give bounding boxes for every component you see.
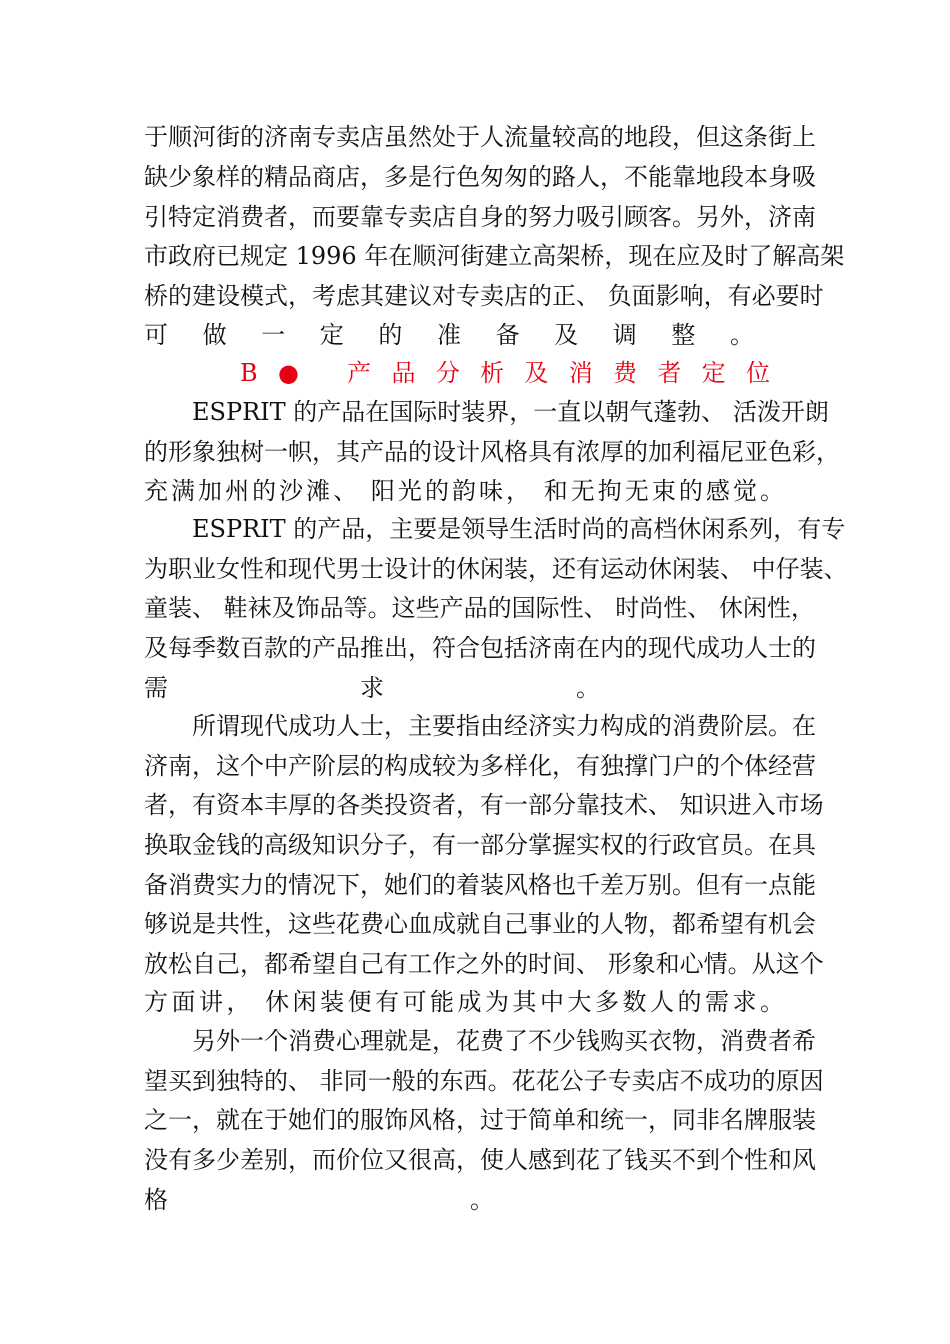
- paragraph-line: 方面讲， 休闲装便有可能成为其中大多数人的需求。: [144, 988, 784, 1016]
- paragraph-line: 童装、 鞋袜及饰品等。这些产品的国际性、 时尚性、 休闲性，: [144, 594, 815, 622]
- paragraph-line: 。: [470, 1186, 494, 1214]
- paragraph-line: 缺少象样的精品商店，多是行色匆匆的路人，不能靠地段本身吸: [144, 163, 816, 191]
- paragraph-line: 备消费实力的情况下，她们的着装风格也千差万别。但有一点能: [144, 871, 816, 899]
- paragraph-line: 没有多少差别，而价位又很高，使人感到花了钱买不到个性和风: [144, 1146, 816, 1174]
- paragraph-line: ESPRIT 的产品在国际时装界，一直以朝气蓬勃、 活泼开朗: [192, 398, 829, 426]
- paragraph-line: 的形象独树一帜，其产品的设计风格具有浓厚的加利福尼亚色彩，: [144, 438, 840, 466]
- paragraph-line: 格: [144, 1186, 168, 1214]
- paragraph-line: 望买到独特的、 非同一般的东西。花花公子专卖店不成功的原因: [144, 1067, 824, 1095]
- paragraph-line: 于顺河街的济南专卖店虽然处于人流量较高的地段，但这条街上: [144, 123, 816, 151]
- paragraph-line: 及每季数百款的产品推出，符合包括济南在内的现代成功人士的: [144, 634, 816, 662]
- paragraph-line: 济南，这个中产阶层的构成较为多样化，有独撑门户的个体经营: [144, 752, 816, 780]
- paragraph-line: 放松自己，都希望自己有工作之外的时间、 形象和心情。从这个: [144, 950, 824, 978]
- section-heading: B● 产品分析及消费者定位: [240, 359, 770, 387]
- paragraph-line: 另外一个消费心理就是，花费了不少钱购买衣物，消费者希: [192, 1027, 816, 1055]
- paragraph-line: 充满加州的沙滩、 阳光的韵味， 和无拘无束的感觉。: [144, 477, 784, 505]
- paragraph-line: 换取金钱的高级知识分子，有一部分掌握实权的行政官员。在具: [144, 831, 816, 859]
- paragraph-line: 之一，就在于她们的服饰风格，过于简单和统一，同非名牌服装: [144, 1106, 816, 1134]
- paragraph-line: 需: [144, 674, 168, 702]
- paragraph-line: 为职业女性和现代男士设计的休闲装，还有运动休闲装、 中仔装、: [144, 555, 848, 583]
- paragraph-line: 者，有资本丰厚的各类投资者，有一部分靠技术、 知识进入市场: [144, 791, 824, 819]
- paragraph-line: 市政府已规定 1996 年在顺河街建立高架桥，现在应及时了解高架: [144, 242, 845, 270]
- paragraph-line: 可做一定的准备及调整。: [144, 321, 754, 349]
- paragraph-line: 所谓现代成功人士，主要指由经济实力构成的消费阶层。在: [192, 712, 816, 740]
- paragraph-line: 引特定消费者，而要靠专卖店自身的努力吸引顾客。另外，济南: [144, 203, 816, 231]
- paragraph-line: 桥的建设模式，考虑其建议对专卖店的正、 负面影响，有必要时: [144, 282, 824, 310]
- paragraph-line: ESPRIT 的产品，主要是领导生活时尚的高档休闲系列，有专: [192, 515, 846, 543]
- paragraph-line: 。: [576, 674, 600, 702]
- paragraph-line: 够说是共性，这些花费心血成就自己事业的人物，都希望有机会: [144, 910, 816, 938]
- paragraph-line: 求: [360, 674, 384, 702]
